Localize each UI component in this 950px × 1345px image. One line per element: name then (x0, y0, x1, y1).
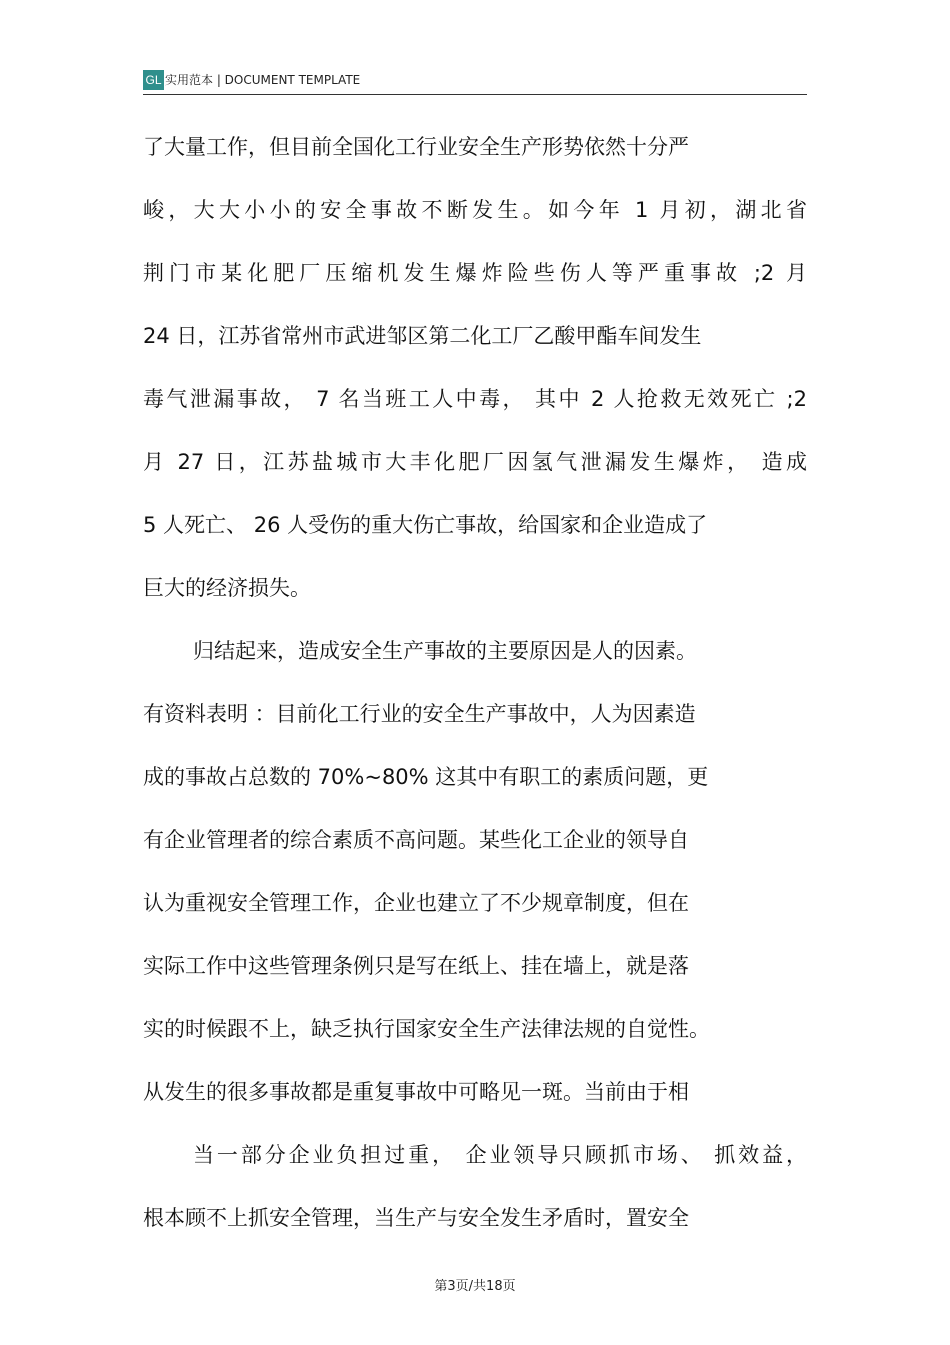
text-line: 峻，大大小小的安全事故不断发生。如今年 1 月初，湖北省 (143, 198, 807, 222)
text-line: 5 人死亡、 26 人受伤的重大伤亡事故，给国家和企业造成了 (143, 513, 708, 537)
text-line: 了大量工作，但目前全国化工行业安全生产形势依然十分严 (143, 135, 689, 159)
text-line: 当一部分企业负担过重， 企业领导只顾抓市场、 抓效益， (193, 1143, 807, 1167)
text-line: 毒气泄漏事故， 7 名当班工人中毒， 其中 2 人抢救无效死亡 ;2 (143, 387, 807, 411)
text-line: 根本顾不上抓安全管理，当生产与安全发生矛盾时，置安全 (143, 1206, 689, 1230)
text-line: 巨大的经济损失。 (143, 576, 311, 600)
text-line: 认为重视安全管理工作，企业也建立了不少规章制度，但在 (143, 891, 689, 915)
header-title: 实用范本 | DOCUMENT TEMPLATE (165, 73, 361, 87)
page-number: 第3页/共18页 (434, 1279, 516, 1294)
text-line: 从发生的很多事故都是重复事故中可略见一斑。当前由于相 (143, 1080, 689, 1104)
text-line: 实际工作中这些管理条例只是写在纸上、挂在墙上，就是落 (143, 954, 689, 978)
text-line: 有资料表明 ：目前化工行业的安全生产事故中，人为因素造 (143, 702, 696, 726)
text-line: 月 27 日，江苏盐城市大丰化肥厂因氢气泄漏发生爆炸， 造成 (143, 450, 807, 474)
page-header (143, 70, 807, 95)
text-line: 24 日，江苏省常州市武进邹区第二化工厂乙酸甲酯车间发生 (143, 324, 702, 348)
text-line: 归结起来，造成安全生产事故的主要原因是人的因素。 (193, 639, 697, 663)
text-line: 成的事故占总数的 70%~80% 这其中有职工的素质问题，更 (143, 765, 709, 789)
text-line: 有企业管理者的综合素质不高问题。某些化工企业的领导自 (143, 828, 689, 852)
gl-logo: GL (143, 70, 164, 90)
text-line: 实的时候跟不上，缺乏执行国家安全生产法律法规的自觉性。 (143, 1017, 710, 1041)
text-line: 荆门市某化肥厂压缩机发生爆炸险些伤人等严重事故 ;2 月 (143, 261, 807, 285)
